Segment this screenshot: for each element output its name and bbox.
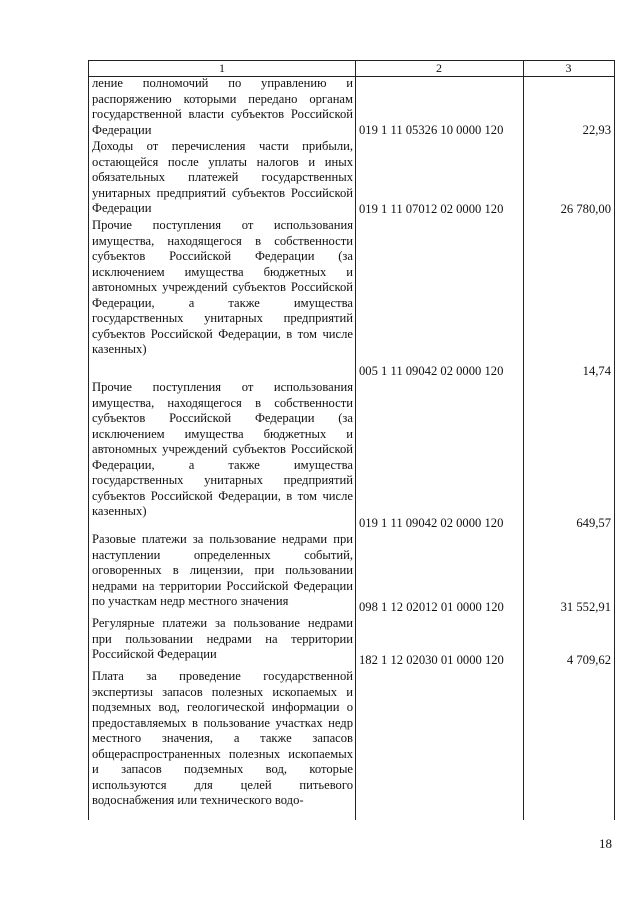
column-divider bbox=[523, 60, 524, 820]
row-description: Доходы от перечисления части прибыли, остающейся после уплаты налогов и иных обязательных платежей государственных унитарных предприятий субъектов Российской Федерации bbox=[92, 139, 353, 215]
row-code: 182 1 12 02030 01 0000 120 bbox=[359, 653, 504, 667]
row-amount: 31 552,91 bbox=[560, 600, 611, 614]
row-code: 098 1 12 02012 01 0000 120 bbox=[359, 600, 504, 614]
row-amount: 649,57 bbox=[576, 516, 611, 530]
row-description: Прочие поступления от использования имущества, находящегося в собственности субъектов Российской Федерации (за исключением имущества бюджетных и автономных учреждений субъектов Российской Федерации, а также имущества государственных унитарных предприятий субъектов Российской Федерации, в том числе казенных) bbox=[92, 380, 353, 518]
row-description: Разовые платежи за пользование недрами при наступлении определенных событий, оговоренных в лицензии, при пользовании недрами на территории Российской Федерации по участкам недр местного значения bbox=[92, 532, 353, 608]
revenue-table bbox=[88, 60, 615, 820]
row-description: ление полномочий по управлению и распоряжению которыми передано органам государственной власти субъектов Российской Федерации bbox=[92, 76, 353, 137]
row-code: 019 1 11 09042 02 0000 120 bbox=[359, 516, 504, 530]
row-code: 019 1 11 07012 02 0000 120 bbox=[359, 202, 504, 216]
row-description: Плата за проведение государственной экспертизы запасов полезных ископаемых и подземных вод, геологической информации о предоставляемых в пользование участках недр местного значения, а также запасов общераспространенных полезных ископаемых и запасов подземных вод, которые используются для целей питьевого водоснабжения или технического водо- bbox=[92, 669, 353, 807]
table-header bbox=[89, 60, 614, 77]
header-col-3: 3 bbox=[565, 61, 572, 75]
row-description: Прочие поступления от использования имущества, находящегося в собственности субъектов Российской Федерации (за исключением имущества бюджетных и автономных учреждений субъектов Российской Федерации, а также имущества государственных унитарных предприятий субъектов Российской Федерации, в том числе казенных) bbox=[92, 218, 353, 356]
row-amount: 14,74 bbox=[582, 364, 611, 378]
header-col-1: 1 bbox=[219, 61, 225, 75]
page-number: 18 bbox=[599, 836, 612, 851]
column-divider bbox=[355, 60, 356, 820]
row-amount: 26 780,00 bbox=[560, 202, 611, 216]
row-description: Регулярные платежи за пользование недрами при пользовании недрами на территории Российской Федерации bbox=[92, 616, 353, 661]
header-col-2: 2 bbox=[436, 61, 442, 75]
row-code: 019 1 11 05326 10 0000 120 bbox=[359, 123, 504, 137]
row-amount: 22,93 bbox=[582, 123, 611, 137]
row-code: 005 1 11 09042 02 0000 120 bbox=[359, 364, 504, 378]
row-amount: 4 709,62 bbox=[566, 653, 611, 667]
